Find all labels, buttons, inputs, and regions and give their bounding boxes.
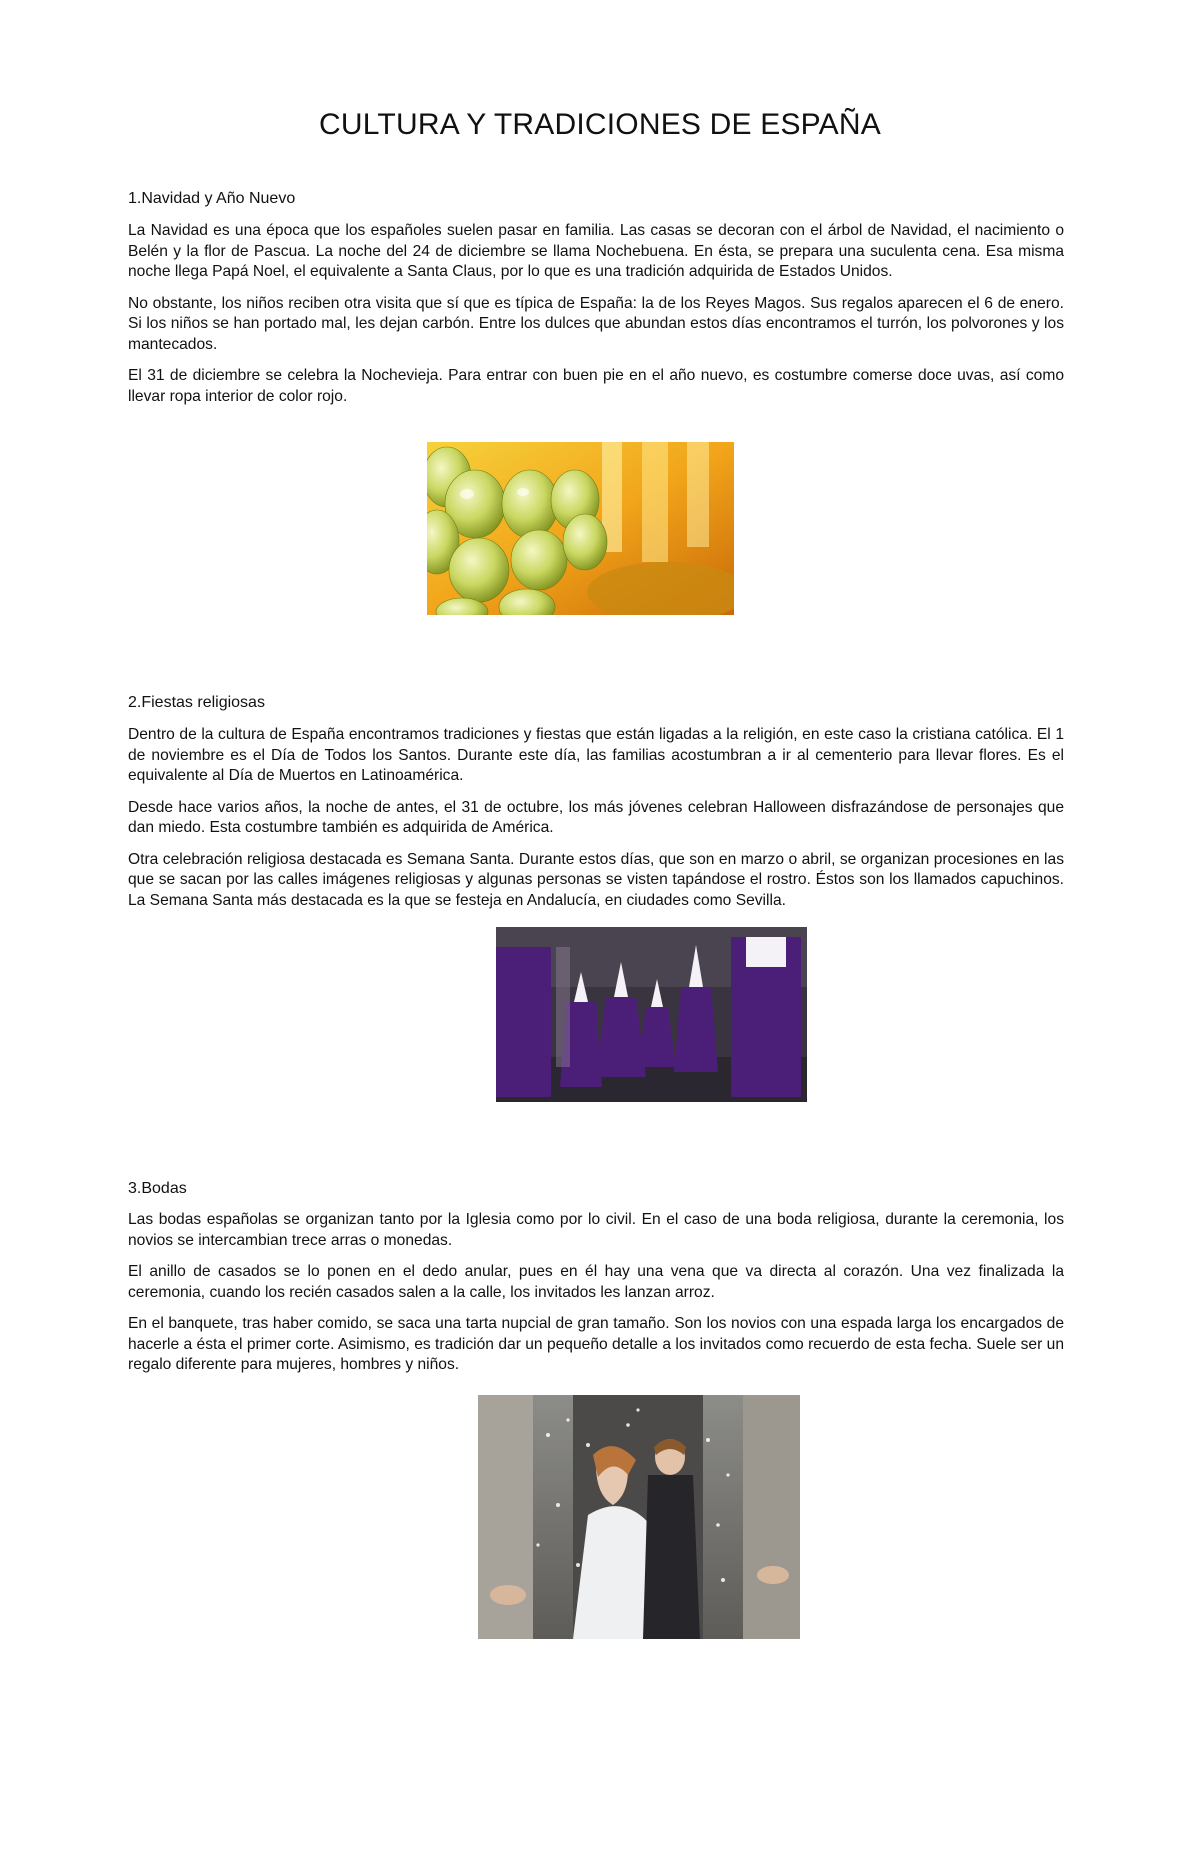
page-title: CULTURA Y TRADICIONES DE ESPAÑA — [319, 108, 881, 141]
paragraph: Desde hace varios años, la noche de antes, el 31 de octubre, los más jóvenes celebran Halloween disfrazándose de personajes que dan miedo. Esta costumbre también es adquirida de América. — [128, 798, 1064, 836]
section-heading: 1.Navidad y Año Nuevo — [128, 190, 296, 207]
section-fiestas — [128, 693, 1064, 713]
paragraph: En el banquete, tras haber comido, se saca una tarta nupcial de gran tamaño. Son los novios con una espada larga los encargados de hacerle a ésta el primer corte. Asimismo, es tradición dar un pequeño detalle a los invitados como recuerdo de esta fecha. Suele ser un regalo diferente para mujeres, hombres y niños. — [128, 1315, 1064, 1373]
section-heading: 3.Bodas — [128, 1180, 187, 1197]
section-fiestas-body — [128, 725, 1064, 911]
paragraph: El anillo de casados se lo ponen en el dedo anular, pues en él hay una vena que va directa al corazón. Una vez finalizada la ceremonia, cuando los recién casados salen a la calle, los invitados les lanzan arroz. — [128, 1263, 1064, 1301]
section-navidad-body — [128, 221, 1064, 407]
section-navidad — [128, 189, 1064, 209]
section-heading: 2.Fiestas religiosas — [128, 694, 265, 711]
paragraph: No obstante, los niños reciben otra visita que sí que es típica de España: la de los Reyes Magos. Sus regalos aparecen el 6 de enero. Si los niños se han portado mal, les dejan carbón. Entre los dulces que abundan estos días encontramos el turrón, los polvorones y los mantecados. — [128, 294, 1064, 353]
section-bodas — [128, 1179, 1064, 1199]
wedding-photo — [478, 1395, 800, 1639]
procession-photo — [496, 927, 807, 1102]
section-bodas-body — [128, 1210, 1064, 1376]
paragraph: El 31 de diciembre se celebra la Nochevieja. Para entrar con buen pie en el año nuevo, es costumbre comerse doce uvas, así como llevar ropa interior de color rojo. — [128, 367, 1064, 405]
paragraph: Las bodas españolas se organizan tanto por la Iglesia como por lo civil. En el caso de una boda religiosa, durante la ceremonia, los novios se intercambian trece arras o monedas. — [128, 1211, 1064, 1249]
grapes-photo — [427, 442, 734, 615]
paragraph: La Navidad es una época que los españoles suelen pasar en familia. Las casas se decoran con el árbol de Navidad, el nacimiento o Belén y la flor de Pascua. La noche del 24 de diciembre se llama Nochebuena. En ésta, se prepara una suculenta cena. Esa misma noche llega Papá Noel, el equivalente a Santa Claus, por lo que es una tradición adquirida de Estados Unidos. — [128, 222, 1064, 280]
paragraph: Otra celebración religiosa destacada es Semana Santa. Durante estos días, que son en marzo o abril, se organizan procesiones en las que se sacan por las calles imágenes religiosas y algunas personas se visten tapándose el rostro. Éstos son los llamados capuchinos. La Semana Santa más destacada es la que se festeja en Andalucía, en ciudades como Sevilla. — [128, 850, 1064, 909]
paragraph: Dentro de la cultura de España encontramos tradiciones y fiestas que están ligadas a la religión, en este caso la cristiana católica. El 1 de noviembre es el Día de Todos los Santos. Durante este día, las familias acostumbran a ir al cementerio para llevar flores. Es el equivalente al Día de Muertos en Latinoamérica. — [128, 726, 1064, 784]
